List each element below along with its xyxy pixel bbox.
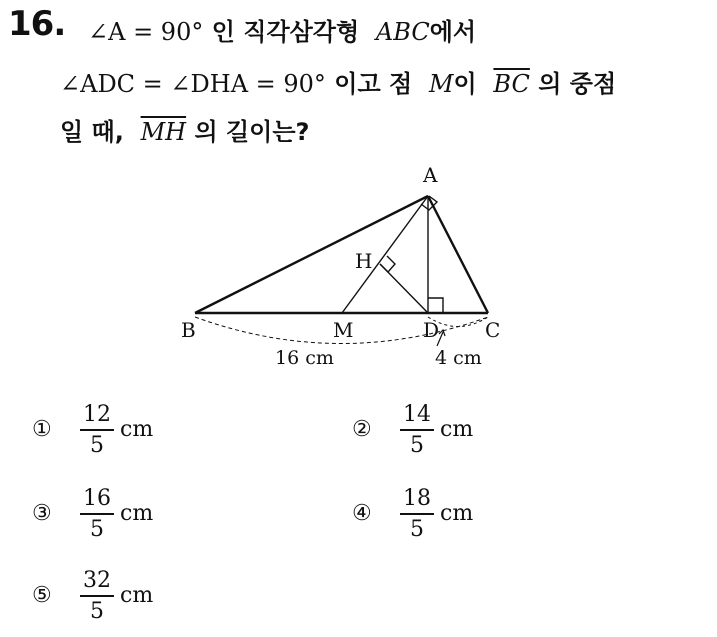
fraction-bar xyxy=(80,513,114,515)
choice-5[interactable] xyxy=(32,568,153,624)
numerator: 12 xyxy=(83,402,111,427)
unit: cm xyxy=(440,417,474,443)
question-line-1 xyxy=(88,12,476,47)
label-16cm: 16 cm xyxy=(275,347,334,369)
choice-marker: ④ xyxy=(352,501,372,527)
question-text: 이고 점 xyxy=(334,70,413,98)
question-text: 인 직각삼각형 xyxy=(211,18,360,46)
angle-expression-a: ∠A = 90° xyxy=(88,18,204,46)
denominator: 5 xyxy=(90,516,104,542)
question-line-2 xyxy=(60,64,616,99)
label-b: B xyxy=(181,318,196,342)
denominator: 5 xyxy=(410,516,424,542)
choice-marker: ⑤ xyxy=(32,583,52,609)
triangle-figure xyxy=(175,160,515,370)
label-m: M xyxy=(333,318,354,342)
question-text: 이 xyxy=(453,70,477,98)
fraction xyxy=(400,486,434,542)
fraction xyxy=(80,568,114,624)
numerator: 32 xyxy=(83,568,111,593)
fraction xyxy=(400,402,434,458)
question-line-3 xyxy=(60,112,309,147)
triangle-name: ABC xyxy=(375,18,430,46)
segment-mh: $\overline{MH}$ xyxy=(140,118,187,146)
unit: cm xyxy=(120,417,154,443)
unit: cm xyxy=(120,583,154,609)
choice-1[interactable] xyxy=(32,402,153,458)
choice-4[interactable] xyxy=(352,486,473,542)
choice-marker: ③ xyxy=(32,501,52,527)
question-text: 에서 xyxy=(429,18,477,46)
fraction-bar xyxy=(400,513,434,515)
unit: cm xyxy=(120,501,154,527)
numerator: 16 xyxy=(83,486,111,511)
label-4cm: 4 cm xyxy=(435,347,482,369)
denominator: 5 xyxy=(90,598,104,624)
choice-3[interactable] xyxy=(32,486,153,542)
segment-bc: $\overline{BC}$ xyxy=(493,70,530,98)
right-angle-d-mark xyxy=(428,298,443,313)
denominator: 5 xyxy=(410,432,424,458)
numerator: 18 xyxy=(403,486,431,511)
fraction-bar xyxy=(400,429,434,431)
side-ac xyxy=(428,196,488,313)
question-text: 의 중점 xyxy=(538,70,617,98)
question-text: 일 때, xyxy=(60,118,124,146)
numerator: 14 xyxy=(403,402,431,427)
question-text: 의 길이는? xyxy=(194,118,310,146)
fraction xyxy=(80,486,114,542)
label-d: D xyxy=(423,318,440,342)
choice-2[interactable] xyxy=(352,402,473,458)
label-h: H xyxy=(355,249,373,273)
angle-expression-adc: ∠ADC = ∠DHA = 90° xyxy=(60,70,326,98)
denominator: 5 xyxy=(90,432,104,458)
label-a: A xyxy=(423,163,438,187)
point-m: M xyxy=(428,70,454,98)
label-c: C xyxy=(485,318,501,342)
question-number: 16. xyxy=(8,4,66,44)
side-ab xyxy=(195,196,428,313)
fraction-bar xyxy=(80,429,114,431)
fraction xyxy=(80,402,114,458)
unit: cm xyxy=(440,501,474,527)
fraction-bar xyxy=(80,595,114,597)
choice-marker: ② xyxy=(352,417,372,443)
choice-marker: ① xyxy=(32,417,52,443)
